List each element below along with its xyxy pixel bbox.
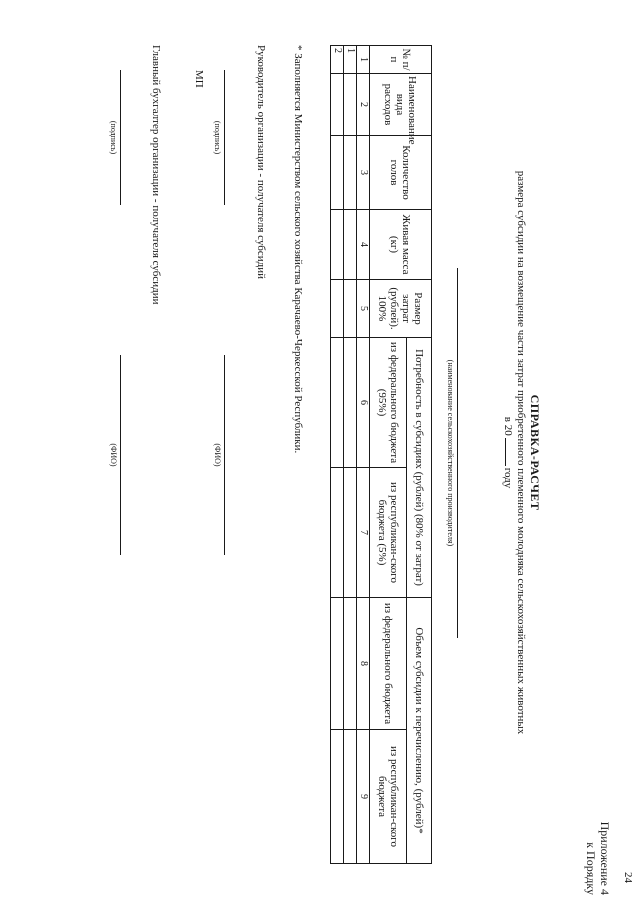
accountant-fio-caption: (ФИО) (109, 443, 118, 467)
producer-name-line (457, 268, 458, 638)
column-numbers-row (357, 46, 370, 864)
table-cell (331, 136, 344, 210)
table-cell (344, 210, 357, 280)
header-vol-fed: из федерального бюджета (370, 598, 407, 730)
header-vol-rep: из республикан-ского бюджета (370, 730, 407, 864)
subsidy-table (330, 45, 432, 864)
column-number: 1 (357, 46, 370, 74)
appendix-note (584, 822, 612, 895)
table-cell (344, 598, 357, 730)
year-blank (505, 438, 515, 466)
column-number: 3 (357, 136, 370, 210)
table-cell (344, 136, 357, 210)
year-suffix: году (502, 467, 514, 489)
table-cell (331, 468, 344, 598)
footnote: * Заполняется Министерством сельского хозяйства Карачаево-Черкесской Республики. (292, 45, 304, 454)
table-row (331, 46, 344, 864)
table-cell (331, 730, 344, 864)
header-heads: Количество голов (370, 136, 432, 210)
appendix-line-1: Приложение 4 (598, 821, 612, 895)
table-cell (344, 468, 357, 598)
table-cell: 1 (344, 46, 357, 74)
table-cell (331, 210, 344, 280)
head-signature-line (224, 70, 225, 205)
accountant-signature-line (120, 70, 121, 205)
header-volume-group: Объем субсидии к перечислению, (рублей)* (407, 598, 432, 864)
table-cell: 2 (331, 46, 344, 74)
column-number: 7 (357, 468, 370, 598)
table-cell (331, 338, 344, 468)
table-cell (344, 74, 357, 136)
document-subtitle: размера субсидии на возмещение части затрат приобретенного племенного молодняка сельскохозяйственных животных (515, 170, 527, 735)
table-cell (344, 730, 357, 864)
year-line (502, 0, 515, 905)
table-cell (344, 280, 357, 338)
table-cell (344, 338, 357, 468)
header-num: № п/п (370, 46, 432, 74)
document-title: СПРАВКА-РАСЧЕТ (528, 394, 542, 511)
column-number: 4 (357, 210, 370, 280)
table-cell (331, 598, 344, 730)
appendix-line-2: к Порядку (584, 842, 598, 895)
year-prefix: в 20 (502, 416, 514, 436)
table-header-row-1 (407, 46, 432, 864)
column-number: 5 (357, 280, 370, 338)
page-number: 24 (622, 872, 634, 883)
head-fio-line (224, 355, 225, 555)
header-live-weight: Живая масса (кг) (370, 210, 432, 280)
column-number: 6 (357, 338, 370, 468)
table-row (344, 46, 357, 864)
column-number: 9 (357, 730, 370, 864)
head-fio-caption: (ФИО) (213, 443, 222, 467)
table-cell (331, 280, 344, 338)
column-number: 8 (357, 598, 370, 730)
head-signature-caption: (подпись) (213, 120, 222, 155)
head-signature-label: Руководитель организации - получателя субсидий (255, 45, 267, 280)
accountant-signature-caption: (подпись) (109, 120, 118, 155)
header-need-group: Потребность в субсидиях (рублей) (80% от затрат) (407, 338, 432, 598)
accountant-signature-label: Главный бухгалтер организации - получателя субсидии (150, 45, 162, 305)
column-number: 2 (357, 74, 370, 136)
seal-mark: МП (193, 70, 205, 88)
header-need-fed: из федерального бюджета (95%) (370, 338, 407, 468)
header-expense-type: Наименование вида расходов (370, 74, 432, 136)
accountant-fio-line (120, 355, 121, 555)
header-need-rep: из республикан-ского бюджета (5%) (370, 468, 407, 598)
producer-caption: (наименование сельскохозяйственного производителя) (446, 359, 455, 547)
table-cell (331, 74, 344, 136)
header-costs: Размер затрат (рублей). 100% (370, 280, 432, 338)
